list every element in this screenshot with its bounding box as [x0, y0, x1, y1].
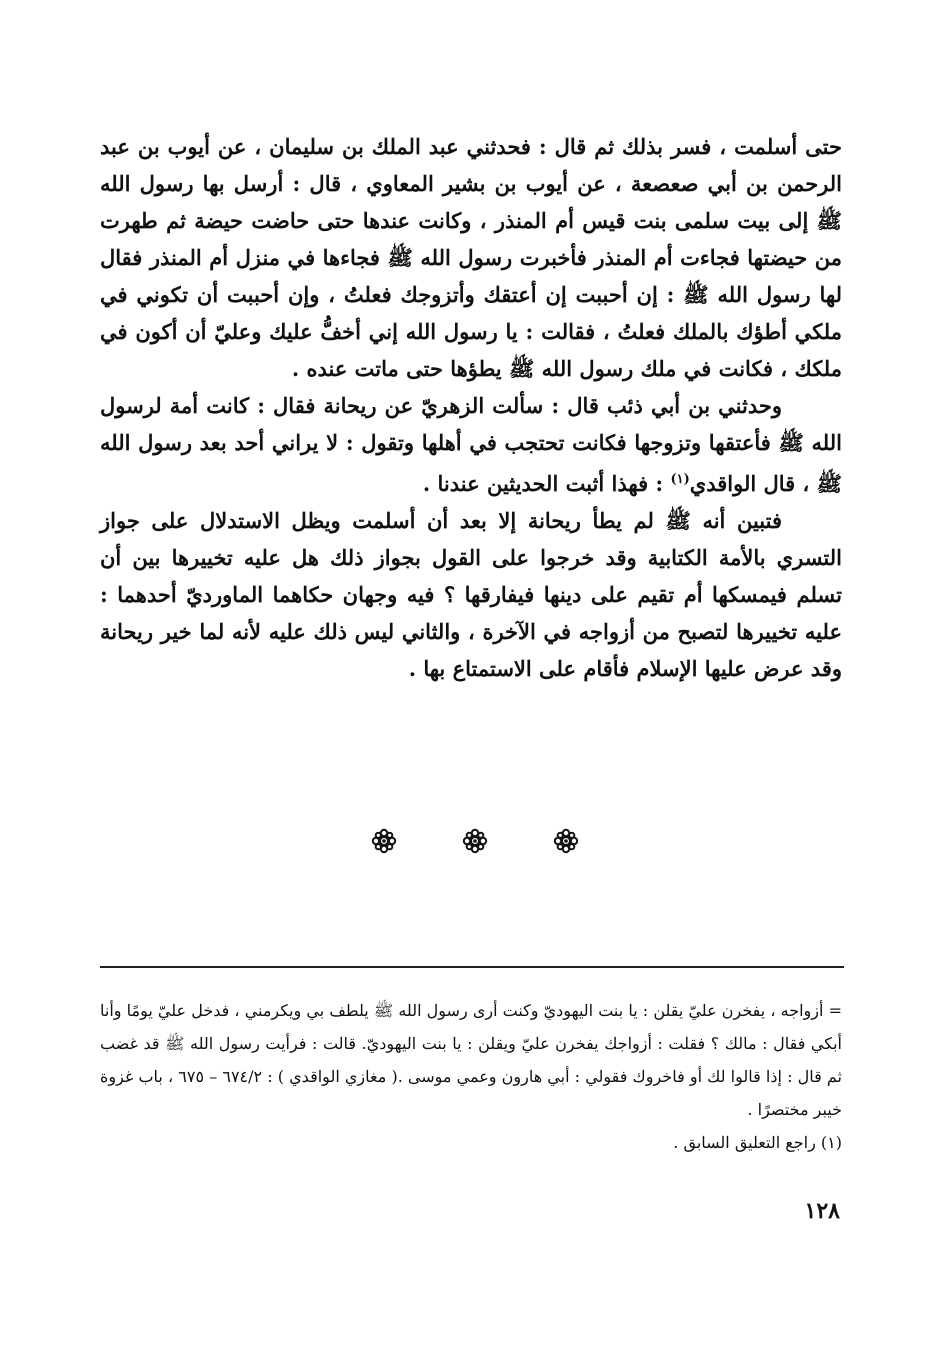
ornament-flower-icon: [370, 827, 398, 855]
footnote-continued: = أزواجه ، يفخرن عليّ يقلن : يا بنت اليهوديّ وكنت أرى رسول الله ﷺ يلطف بي ويكرمني ، فدخل عليّ يومًا وأنا أبكي فقال : مالك ؟ فقلت : أزواجك يفخرن عليّ ويقلن : يا بنت اليهوديّ. قالت : فرأيت رسول الله ﷺ قد غضب ثم قال : إذا قالوا لك أو فاخروك فقولي : أبي هارون وعمي موسى .( مغازي الواقدي ) : ٦٧٤/٢ – ٦٧٥ ، باب غزوة خيبر مختصرًا .: [100, 1001, 842, 1119]
paragraph-2-text: وحدثني بن أبي ذئب قال : سألت الزهريّ عن ريحانة فقال : كانت أمة لرسول الله ﷺ فأعتقها وتزوجها فكانت تحتجب في أهلها وتقول : لا يراني أحد بعد رسول الله ﷺ ، قال الواقدي: [100, 393, 842, 496]
footnotes: [100, 994, 842, 1159]
footnote-marker[interactable]: (١): [670, 472, 690, 487]
section-divider: [370, 826, 580, 856]
footnote-separator: [100, 966, 844, 968]
paragraph-3: فتبين أنه ﷺ لم يطأ ريحانة إلا بعد أن أسلمت ويظل الاستدلال على جواز التسري بالأمة الكتابية وقد خرجوا على القول بجواز ذلك هل عليه تخييرها بين أن تسلم فيمسكها أم تقيم على دينها فيفارقها ؟ فيه وجهان حكاهما الماورديّ أحدهما : عليه تخييرها لتصبح من أزواجه في الآخرة ، والثاني ليس ذلك عليه لأنه لما خير ريحانة وقد عرض عليها الإسلام فأقام على الاستمتاع بها .: [100, 508, 842, 681]
ornament-flower-icon: [461, 827, 489, 855]
ornament-flower-icon: [552, 827, 580, 855]
footnote-1: (١) راجع التعليق السابق .: [673, 1133, 842, 1152]
paragraph-2-tail: : فهذا أثبت الحديثين عندنا .: [422, 471, 671, 496]
paragraph-2: [100, 387, 842, 502]
page-number: ١٢٨: [804, 1198, 840, 1224]
paragraph-1: حتى أسلمت ، فسر بذلك ثم قال : فحدثني عبد الملك بن سليمان ، عن أيوب بن عبد الرحمن بن أبي صعصعة ، عن أيوب بن بشير المعاوي ، قال : أرسل بها رسول الله ﷺ إلى بيت سلمى بنت قيس أم المنذر ، وكانت عندها حتى حاضت حيضة ثم طهرت من حيضتها فجاءت أم المنذر فأخبرت رسول الله ﷺ فجاءها في منزل أم المنذر فقال لها رسول الله ﷺ : إن أحببت إن أعتقك وأتزوجك فعلتُ ، وإن أحببت أن تكوني في ملكي أطؤك بالملك فعلتُ ، فقالت : يا رسول الله إني أخفُّ عليك وعليّ أن أكون في ملكك ، فكانت في ملك رسول الله ﷺ يطؤها حتى ماتت عنده .: [100, 134, 842, 381]
main-text: [100, 128, 842, 687]
